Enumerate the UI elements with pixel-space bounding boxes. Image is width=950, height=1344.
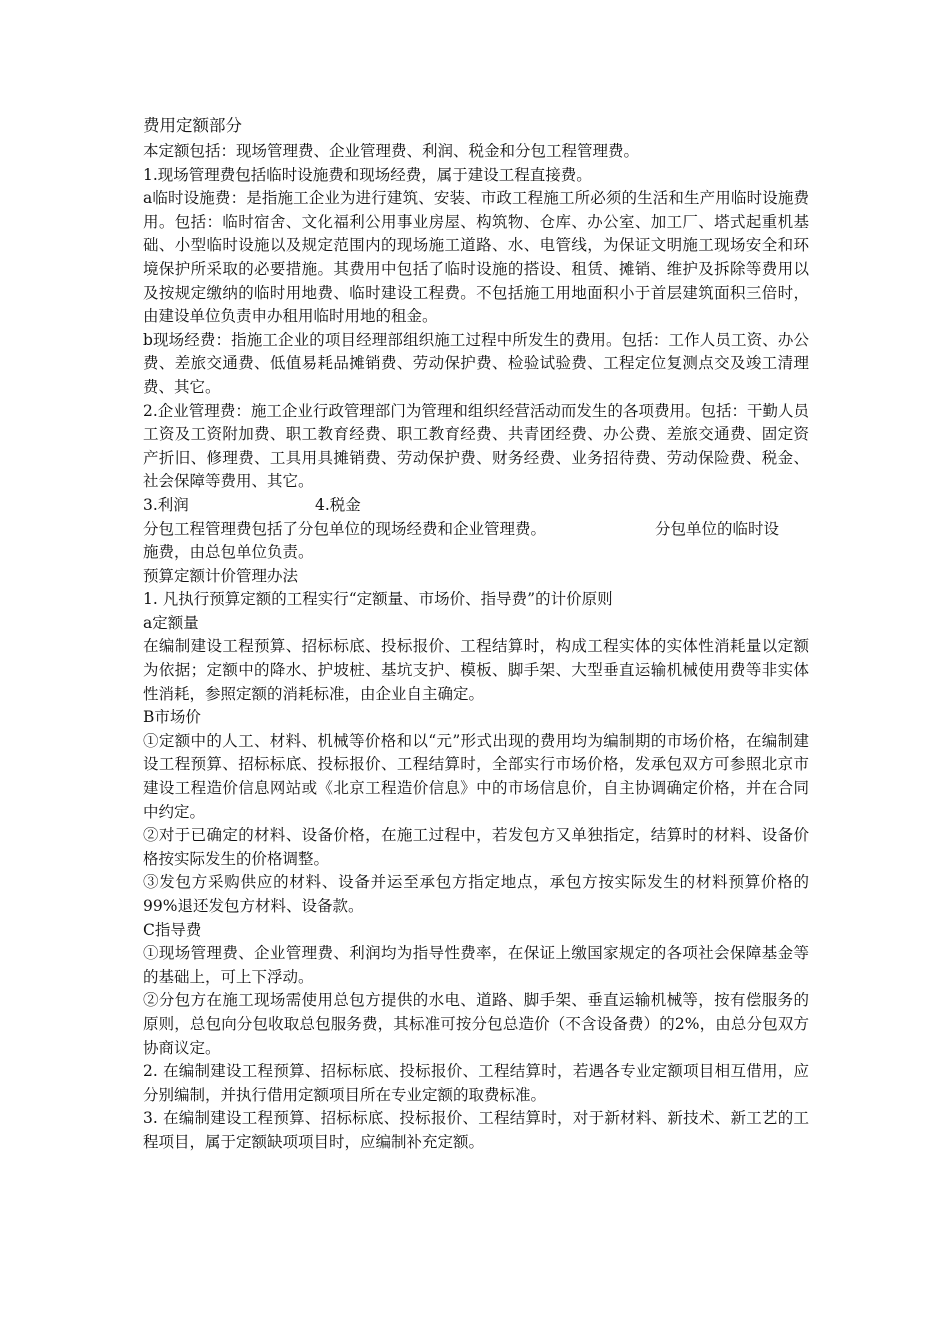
document-body — [143, 112, 809, 1155]
paragraph-rule-2: 2. 在编制建设工程预算、招标标底、投标报价、工程结算时，若遇各专业定额项目相互借用，应分别编制，并执行借用定额项目所在专业定额的取费标准。 — [143, 1062, 809, 1104]
section-heading-pricing: 预算定额计价管理办法 — [143, 566, 299, 585]
paragraph-quota-quantity: 在编制建设工程预算、招标标底、投标报价、工程结算时，构成工程实体的实体性消耗量以定额为依据；定额中的降水、护坡桩、基坑支护、模板、脚手架、大型垂直运输机械使用费等非实体性消耗，参照定额的消耗标准，由企业自主确定。 — [143, 637, 809, 703]
document-title: 费用定额部分 — [143, 116, 242, 135]
subheading-quota-quantity: a定额量 — [143, 613, 199, 632]
paragraph-market-price-2: ②对于已确定的材料、设备价格，在施工过程中，若发包方又单独指定，结算时的材料、设备价格按实际发生的价格调整。 — [143, 826, 809, 868]
paragraph-site-management: 1.现场管理费包括临时设施费和现场经费，属于建设工程直接费。 — [143, 165, 592, 184]
subcontract-continuation: 施费，由总包单位负责。 — [143, 543, 314, 562]
paragraph-market-price-1: ①定额中的人工、材料、机械等价格和以“元”形式出现的费用均为编制期的市场价格，在编制建设工程预算、招标标底、投标报价、工程结算时，全部实行市场价格，发承包双方可参照北京市建设工程造价信息网站或《北京工程造价信息》中的市场信息价，自主协调确定价格，并在合同中约定。 — [143, 731, 809, 821]
subcontract-text-left: 分包工程管理费包括了分包单位的现场经费和企业管理费。 — [143, 519, 547, 538]
paragraph-site-expenses: b现场经费：指施工企业的项目经理部组织施工过程中所发生的费用。包括：工作人员工资、办公费、差旅交通费、低值易耗品摊销费、劳动保护费、检验试验费、工程定位复测点交及竣工清理费、其它。 — [143, 330, 809, 396]
paragraph-temporary-facilities: a临时设施费：是指施工企业为进行建筑、安装、市政工程施工所必须的生活和生产用临时设施费用。包括：临时宿舍、文化福利公用事业房屋、构筑物、仓库、办公室、加工厂、塔式起重机基础、小型临时设施以及规定范围内的现场施工道路、水、电管线，为保证文明施工现场安全和环境保护所采取的必要措施。其费用中包括了临时设施的搭设、租赁、摊销、维护及拆除等费用以及按规定缴纳的临时用地费、临时建设工程费。不包括施工用地面积小于首层建筑面积三倍时，由建设单位负责申办租用临时用地的租金。 — [143, 189, 809, 326]
paragraph-pricing-principle: 1. 凡执行预算定额的工程实行“定额量、市场价、指导费”的计价原则 — [143, 590, 613, 609]
tax-label: 4.税金 — [315, 495, 361, 514]
profit-label: 3.利润 — [143, 495, 189, 514]
profit-tax-line — [143, 494, 809, 518]
paragraph-scope: 本定额包括：现场管理费、企业管理费、利润、税金和分包工程管理费。 — [143, 142, 640, 160]
subcontract-text-right: 分包单位的临时设 — [655, 519, 780, 538]
subcontract-line — [143, 518, 809, 542]
subheading-market-price: B市场价 — [143, 708, 201, 727]
paragraph-enterprise-management: 2.企业管理费：施工企业行政管理部门为管理和组织经营活动而发生的各项费用。包括：干勤人员工资及工资附加费、职工教育经费、职工教育经费、共青团经费、办公费、差旅交通费、固定资产折旧、修理费、工具用具摊销费、劳动保护费、财务经费、业务招待费、劳动保险费、税金、社会保障等费用、其它。 — [143, 401, 809, 491]
subheading-guidance-fee: C指导费 — [143, 920, 202, 939]
paragraph-market-price-3: ③发包方采购供应的材料、设备并运至承包方指定地点，承包方按实际发生的材料预算价格的99%退还发包方材料、设备款。 — [143, 873, 809, 915]
paragraph-rule-3: 3. 在编制建设工程预算、招标标底、投标报价、工程结算时，对于新材料、新技术、新工艺的工程项目，属于定额缺项项目时，应编制补充定额。 — [143, 1109, 809, 1151]
paragraph-guidance-fee-1: ①现场管理费、企业管理费、利润均为指导性费率，在保证上缴国家规定的各项社会保障基金等的基础上，可上下浮动。 — [143, 944, 809, 986]
paragraph-guidance-fee-2: ②分包方在施工现场需使用总包方提供的水电、道路、脚手架、垂直运输机械等，按有偿服务的原则，总包向分包收取总包服务费，其标准可按分包总造价（不含设备费）的2%，由总分包双方协商议定。 — [143, 991, 809, 1057]
